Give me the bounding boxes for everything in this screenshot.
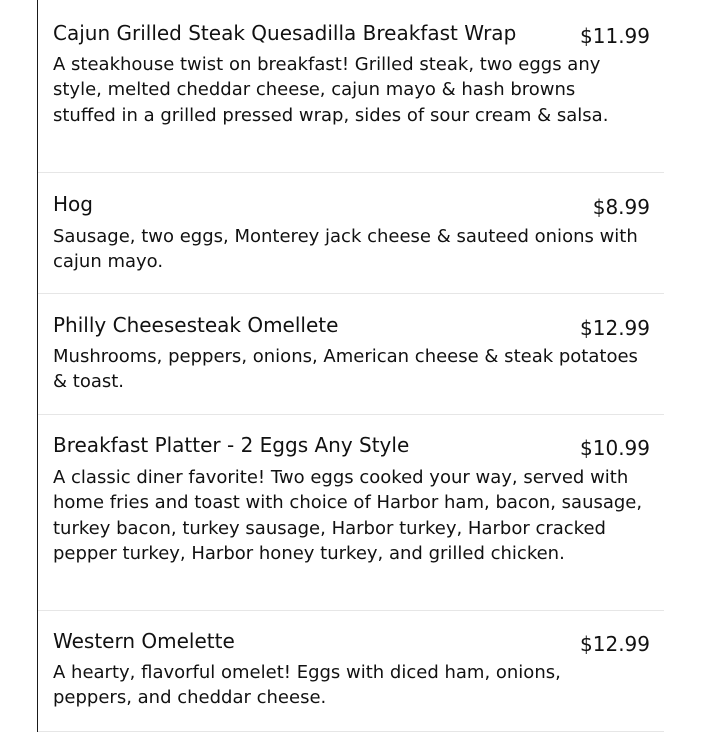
menu-item-list: [38, 0, 664, 732]
left-border-panel: [0, 0, 38, 732]
menu-item-name: Cajun Grilled Steak Quesadilla Breakfast Wrap: [53, 21, 517, 45]
menu-item[interactable]: [38, 415, 664, 611]
menu-item-name: Philly Cheesesteak Omellete: [53, 313, 339, 337]
menu-item[interactable]: [38, 294, 664, 415]
menu-item-price: $12.99: [580, 316, 650, 340]
menu-item[interactable]: [38, 611, 664, 732]
menu-item-description: A classic diner favorite! Two eggs cooked your way, served with home fries and toast with choice of Harbor ham, bacon, sausage, turkey bacon, turkey sausage, Harbor turkey, Harbor cracked pepper turkey, Harbor honey turkey, and grilled chicken.: [53, 467, 643, 564]
menu-item-price: $11.99: [580, 24, 650, 48]
menu-item-price: $10.99: [580, 436, 650, 460]
menu-item-description: A steakhouse twist on breakfast! Grilled steak, two eggs any style, melted cheddar cheese, cajun mayo & hash browns stuffed in a grilled pressed wrap, sides of sour cream & salsa.: [53, 54, 609, 126]
menu-item-description: A hearty, flavorful omelet! Eggs with diced ham, onions, peppers, and cheddar cheese.: [53, 662, 561, 709]
menu-item-name: Breakfast Platter - 2 Eggs Any Style: [53, 433, 410, 457]
menu-item-description: Mushrooms, peppers, onions, American cheese & steak potatoes & toast.: [53, 346, 638, 393]
menu-item[interactable]: [38, 0, 664, 173]
menu-item-name: Hog: [53, 192, 93, 216]
menu-item-price: $12.99: [580, 632, 650, 656]
menu-item-description: Sausage, two eggs, Monterey jack cheese & sauteed onions with cajun mayo.: [53, 226, 638, 273]
menu-item-name: Western Omelette: [53, 629, 235, 653]
menu-item-price: $8.99: [592, 195, 650, 219]
menu-item[interactable]: [38, 173, 664, 294]
